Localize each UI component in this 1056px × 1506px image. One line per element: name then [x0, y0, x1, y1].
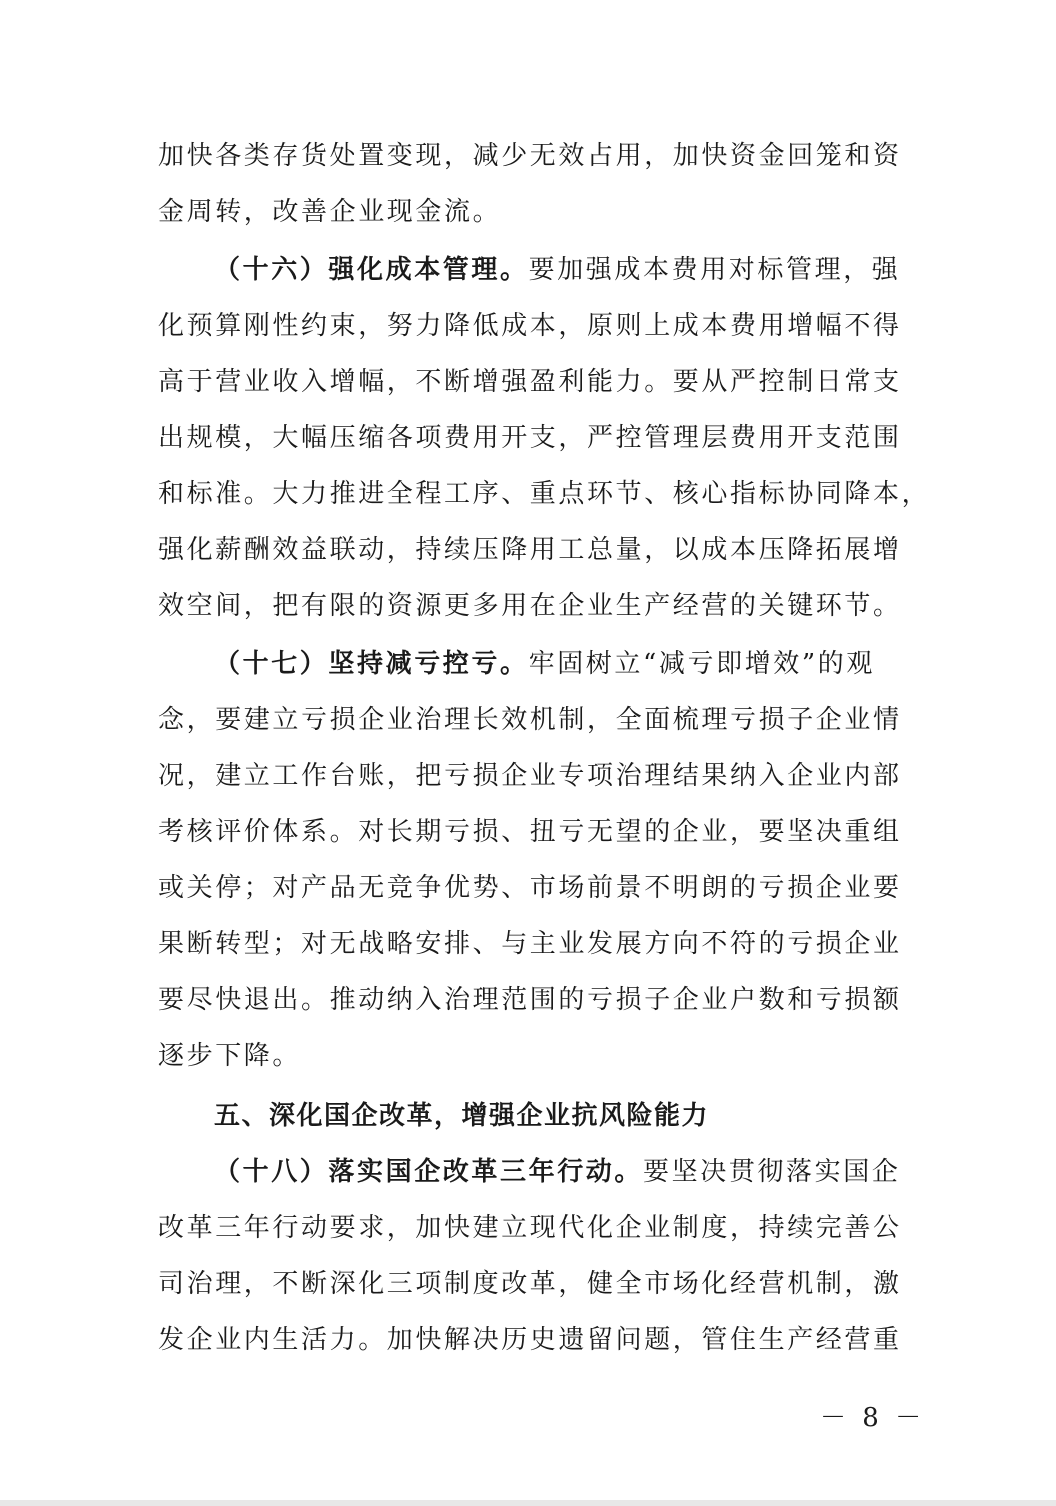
- page-bottom-edge: [0, 1500, 1056, 1506]
- text-line-1: [158, 136, 902, 176]
- text-line-15: [158, 924, 902, 964]
- line-text: 念，要建立亏损企业治理长效机制，全面梳理亏损子企业情: [158, 705, 902, 735]
- text-line-13: [158, 812, 902, 852]
- text-line-7: [158, 474, 930, 514]
- text-line-14: [158, 868, 902, 908]
- line-text: 和标准。大力推进全程工序、重点环节、核心指标协同降本，: [158, 479, 931, 509]
- paragraph-16-lead: （十六）强化成本管理。: [214, 255, 529, 285]
- text-line-8: [158, 530, 902, 570]
- line-text: 化预算刚性约束，努力降低成本，原则上成本费用增幅不得: [158, 311, 902, 341]
- line-text: 考核评价体系。对长期亏损、扭亏无望的企业，要坚决重组: [158, 817, 902, 847]
- text-line-2: [158, 192, 501, 232]
- line-text: 要坚决贯彻落实国企: [643, 1157, 901, 1187]
- text-line-11: [158, 700, 902, 740]
- line-text: 发企业内生活力。加快解决历史遗留问题，管住生产经营重: [158, 1325, 902, 1355]
- paragraph-17-lead: （十七）坚持减亏控亏。: [214, 649, 529, 679]
- paragraph-17-first-line: [214, 644, 875, 684]
- text-line-16: [158, 980, 902, 1020]
- line-text: 强化薪酬效益联动，持续压降用工总量，以成本压降拓展增: [158, 535, 902, 565]
- text-line-9: [158, 586, 902, 626]
- text-line-6: [158, 418, 902, 458]
- page-number: － 8 －: [820, 1403, 926, 1433]
- line-text: 金周转，改善企业现金流。: [158, 197, 502, 227]
- text-line-5: [158, 362, 902, 402]
- section-heading: 五、深化国企改革，增强企业抗风险能力: [214, 1101, 710, 1131]
- line-text: 高于营业收入增幅，不断增强盈利能力。要从严控制日常支: [158, 367, 902, 397]
- line-text: 牢固树立“减亏即增效”的观: [528, 649, 875, 679]
- text-line-22: [158, 1320, 902, 1360]
- text-line-21: [158, 1264, 902, 1304]
- line-text: 或关停；对产品无竞争优势、市场前景不明朗的亏损企业要: [158, 873, 902, 903]
- line-text: 逐步下降。: [158, 1041, 302, 1071]
- text-line-12: [158, 756, 902, 796]
- text-line-20: [158, 1208, 902, 1248]
- text-line-17: [158, 1036, 301, 1076]
- line-text: 要尽快退出。推动纳入治理范围的亏损子企业户数和亏损额: [158, 985, 902, 1015]
- paragraph-16-first-line: [214, 250, 900, 290]
- line-text: 改革三年行动要求，加快建立现代化企业制度，持续完善公: [158, 1213, 902, 1243]
- line-text: 况，建立工作台账，把亏损企业专项治理结果纳入企业内部: [158, 761, 902, 791]
- line-text: 出规模，大幅压缩各项费用开支，严控管理层费用开支范围: [158, 423, 902, 453]
- paragraph-18-first-line: [214, 1152, 900, 1192]
- line-text: 效空间，把有限的资源更多用在企业生产经营的关键环节。: [158, 591, 902, 621]
- line-text: 司治理，不断深化三项制度改革，健全市场化经营机制，激: [158, 1269, 902, 1299]
- line-text: 果断转型；对无战略安排、与主业发展方向不符的亏损企业: [158, 929, 902, 959]
- text-line-4: [158, 306, 902, 346]
- line-text: 要加强成本费用对标管理，强: [528, 255, 901, 285]
- line-text: 加快各类存货处置变现，减少无效占用，加快资金回笼和资: [158, 141, 902, 171]
- paragraph-18-lead: （十八）落实国企改革三年行动。: [214, 1157, 644, 1187]
